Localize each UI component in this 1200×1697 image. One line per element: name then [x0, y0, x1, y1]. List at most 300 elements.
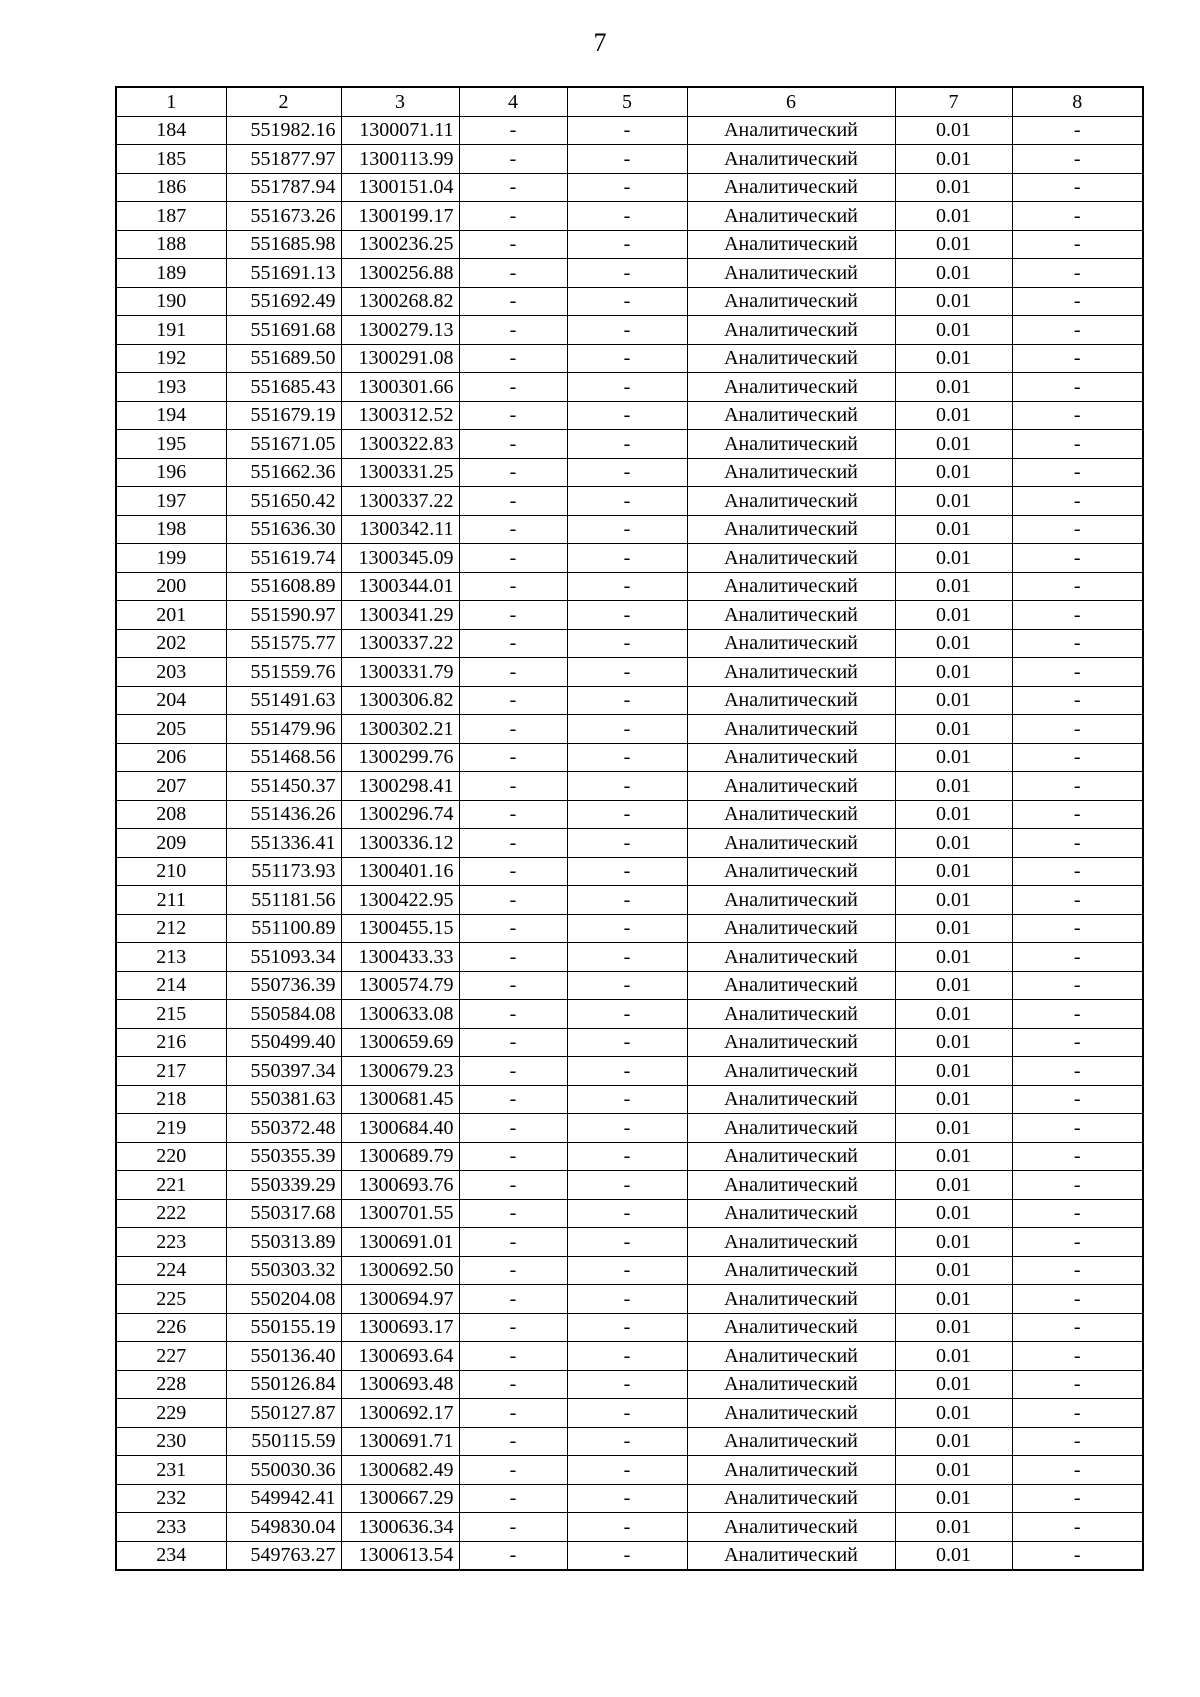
table-row	[116, 430, 1143, 459]
x-coordinate-cell: 550313.89	[226, 1228, 341, 1257]
point-number-cell: 213	[116, 943, 226, 972]
accuracy-cell: 0.01	[895, 458, 1012, 487]
col5-cell: -	[567, 1427, 687, 1456]
header-row	[116, 87, 1143, 116]
accuracy-cell: 0.01	[895, 401, 1012, 430]
accuracy-cell: 0.01	[895, 857, 1012, 886]
y-coordinate-cell: 1300336.12	[341, 829, 459, 858]
col8-cell: -	[1012, 401, 1143, 430]
accuracy-cell: 0.01	[895, 173, 1012, 202]
point-number-cell: 186	[116, 173, 226, 202]
point-number-cell: 221	[116, 1171, 226, 1200]
method-cell: Аналитический	[687, 1171, 895, 1200]
point-number-cell: 190	[116, 287, 226, 316]
point-number-cell: 219	[116, 1114, 226, 1143]
table-row	[116, 1427, 1143, 1456]
point-number-cell: 187	[116, 202, 226, 231]
col5-cell: -	[567, 1313, 687, 1342]
col4-cell: -	[459, 344, 567, 373]
col4-cell: -	[459, 458, 567, 487]
col4-cell: -	[459, 487, 567, 516]
point-number-cell: 204	[116, 686, 226, 715]
point-number-cell: 226	[116, 1313, 226, 1342]
accuracy-cell: 0.01	[895, 1228, 1012, 1257]
col8-cell: -	[1012, 658, 1143, 687]
x-coordinate-cell: 550155.19	[226, 1313, 341, 1342]
col8-cell: -	[1012, 1228, 1143, 1257]
accuracy-cell: 0.01	[895, 316, 1012, 345]
col4-cell: -	[459, 1199, 567, 1228]
accuracy-cell: 0.01	[895, 1370, 1012, 1399]
y-coordinate-cell: 1300302.21	[341, 715, 459, 744]
table-row	[116, 1541, 1143, 1570]
col5-cell: -	[567, 601, 687, 630]
y-coordinate-cell: 1300256.88	[341, 259, 459, 288]
method-cell: Аналитический	[687, 914, 895, 943]
point-number-cell: 209	[116, 829, 226, 858]
col4-cell: -	[459, 1028, 567, 1057]
y-coordinate-cell: 1300113.99	[341, 145, 459, 174]
accuracy-cell: 0.01	[895, 487, 1012, 516]
col8-cell: -	[1012, 1057, 1143, 1086]
method-cell: Аналитический	[687, 259, 895, 288]
x-coordinate-cell: 550381.63	[226, 1085, 341, 1114]
point-number-cell: 185	[116, 145, 226, 174]
point-number-cell: 224	[116, 1256, 226, 1285]
col5-cell: -	[567, 287, 687, 316]
accuracy-cell: 0.01	[895, 430, 1012, 459]
col4-cell: -	[459, 1399, 567, 1428]
x-coordinate-cell: 550127.87	[226, 1399, 341, 1428]
table-row	[116, 173, 1143, 202]
x-coordinate-cell: 551590.97	[226, 601, 341, 630]
col8-cell: -	[1012, 1256, 1143, 1285]
method-cell: Аналитический	[687, 800, 895, 829]
accuracy-cell: 0.01	[895, 800, 1012, 829]
col8-cell: -	[1012, 572, 1143, 601]
x-coordinate-cell: 551093.34	[226, 943, 341, 972]
col5-cell: -	[567, 971, 687, 1000]
table-row	[116, 316, 1143, 345]
point-number-cell: 201	[116, 601, 226, 630]
method-cell: Аналитический	[687, 1370, 895, 1399]
x-coordinate-cell: 551691.68	[226, 316, 341, 345]
table-row	[116, 715, 1143, 744]
y-coordinate-cell: 1300301.66	[341, 373, 459, 402]
col4-cell: -	[459, 1427, 567, 1456]
point-number-cell: 206	[116, 743, 226, 772]
point-number-cell: 191	[116, 316, 226, 345]
point-number-cell: 223	[116, 1228, 226, 1257]
col5-cell: -	[567, 1000, 687, 1029]
col8-cell: -	[1012, 971, 1143, 1000]
y-coordinate-cell: 1300455.15	[341, 914, 459, 943]
col5-cell: -	[567, 1399, 687, 1428]
accuracy-cell: 0.01	[895, 1399, 1012, 1428]
col4-cell: -	[459, 1370, 567, 1399]
y-coordinate-cell: 1300279.13	[341, 316, 459, 345]
x-coordinate-cell: 551982.16	[226, 116, 341, 145]
y-coordinate-cell: 1300151.04	[341, 173, 459, 202]
method-cell: Аналитический	[687, 572, 895, 601]
table-row	[116, 572, 1143, 601]
method-cell: Аналитический	[687, 458, 895, 487]
column-header-3: 3	[341, 87, 459, 116]
col5-cell: -	[567, 1057, 687, 1086]
col8-cell: -	[1012, 430, 1143, 459]
x-coordinate-cell: 550204.08	[226, 1285, 341, 1314]
method-cell: Аналитический	[687, 1313, 895, 1342]
col4-cell: -	[459, 373, 567, 402]
y-coordinate-cell: 1300689.79	[341, 1142, 459, 1171]
col8-cell: -	[1012, 1028, 1143, 1057]
x-coordinate-cell: 551636.30	[226, 515, 341, 544]
point-number-cell: 199	[116, 544, 226, 573]
col5-cell: -	[567, 914, 687, 943]
table-row	[116, 1028, 1143, 1057]
method-cell: Аналитический	[687, 544, 895, 573]
col4-cell: -	[459, 1513, 567, 1542]
x-coordinate-cell: 550339.29	[226, 1171, 341, 1200]
y-coordinate-cell: 1300693.64	[341, 1342, 459, 1371]
x-coordinate-cell: 551689.50	[226, 344, 341, 373]
col4-cell: -	[459, 1484, 567, 1513]
method-cell: Аналитический	[687, 515, 895, 544]
table-row	[116, 202, 1143, 231]
col4-cell: -	[459, 1085, 567, 1114]
point-number-cell: 216	[116, 1028, 226, 1057]
col5-cell: -	[567, 373, 687, 402]
point-number-cell: 227	[116, 1342, 226, 1371]
x-coordinate-cell: 550355.39	[226, 1142, 341, 1171]
accuracy-cell: 0.01	[895, 1057, 1012, 1086]
point-number-cell: 194	[116, 401, 226, 430]
table-row	[116, 1285, 1143, 1314]
accuracy-cell: 0.01	[895, 629, 1012, 658]
method-cell: Аналитический	[687, 202, 895, 231]
x-coordinate-cell: 551662.36	[226, 458, 341, 487]
y-coordinate-cell: 1300636.34	[341, 1513, 459, 1542]
col4-cell: -	[459, 1456, 567, 1485]
col8-cell: -	[1012, 287, 1143, 316]
col4-cell: -	[459, 886, 567, 915]
table-row	[116, 1228, 1143, 1257]
col4-cell: -	[459, 1313, 567, 1342]
accuracy-cell: 0.01	[895, 1199, 1012, 1228]
col5-cell: -	[567, 1085, 687, 1114]
y-coordinate-cell: 1300298.41	[341, 772, 459, 801]
point-number-cell: 220	[116, 1142, 226, 1171]
y-coordinate-cell: 1300691.01	[341, 1228, 459, 1257]
x-coordinate-cell: 550136.40	[226, 1342, 341, 1371]
accuracy-cell: 0.01	[895, 1256, 1012, 1285]
method-cell: Аналитический	[687, 230, 895, 259]
x-coordinate-cell: 550397.34	[226, 1057, 341, 1086]
point-number-cell: 229	[116, 1399, 226, 1428]
table-row	[116, 401, 1143, 430]
col8-cell: -	[1012, 772, 1143, 801]
table-row	[116, 943, 1143, 972]
col5-cell: -	[567, 886, 687, 915]
table-row	[116, 145, 1143, 174]
method-cell: Аналитический	[687, 1028, 895, 1057]
table-row	[116, 1513, 1143, 1542]
col5-cell: -	[567, 173, 687, 202]
accuracy-cell: 0.01	[895, 658, 1012, 687]
y-coordinate-cell: 1300331.79	[341, 658, 459, 687]
y-coordinate-cell: 1300684.40	[341, 1114, 459, 1143]
col4-cell: -	[459, 686, 567, 715]
point-number-cell: 207	[116, 772, 226, 801]
method-cell: Аналитический	[687, 1285, 895, 1314]
method-cell: Аналитический	[687, 772, 895, 801]
col4-cell: -	[459, 173, 567, 202]
x-coordinate-cell: 551650.42	[226, 487, 341, 516]
point-number-cell: 208	[116, 800, 226, 829]
point-number-cell: 195	[116, 430, 226, 459]
y-coordinate-cell: 1300693.48	[341, 1370, 459, 1399]
point-number-cell: 222	[116, 1199, 226, 1228]
point-number-cell: 189	[116, 259, 226, 288]
x-coordinate-cell: 550736.39	[226, 971, 341, 1000]
accuracy-cell: 0.01	[895, 772, 1012, 801]
accuracy-cell: 0.01	[895, 886, 1012, 915]
y-coordinate-cell: 1300337.22	[341, 629, 459, 658]
table-row	[116, 1313, 1143, 1342]
col8-cell: -	[1012, 116, 1143, 145]
method-cell: Аналитический	[687, 629, 895, 658]
method-cell: Аналитический	[687, 658, 895, 687]
point-number-cell: 210	[116, 857, 226, 886]
point-number-cell: 232	[116, 1484, 226, 1513]
table-row	[116, 1199, 1143, 1228]
x-coordinate-cell: 550303.32	[226, 1256, 341, 1285]
accuracy-cell: 0.01	[895, 1513, 1012, 1542]
col4-cell: -	[459, 1171, 567, 1200]
table-row	[116, 1114, 1143, 1143]
col8-cell: -	[1012, 1484, 1143, 1513]
col4-cell: -	[459, 1285, 567, 1314]
col8-cell: -	[1012, 1085, 1143, 1114]
col4-cell: -	[459, 1228, 567, 1257]
accuracy-cell: 0.01	[895, 572, 1012, 601]
table-row	[116, 971, 1143, 1000]
col8-cell: -	[1012, 715, 1143, 744]
y-coordinate-cell: 1300312.52	[341, 401, 459, 430]
col5-cell: -	[567, 1456, 687, 1485]
column-header-1: 1	[116, 87, 226, 116]
accuracy-cell: 0.01	[895, 1085, 1012, 1114]
col5-cell: -	[567, 116, 687, 145]
point-number-cell: 212	[116, 914, 226, 943]
x-coordinate-cell: 550317.68	[226, 1199, 341, 1228]
col5-cell: -	[567, 715, 687, 744]
column-header-7: 7	[895, 87, 1012, 116]
table-row	[116, 1057, 1143, 1086]
col8-cell: -	[1012, 743, 1143, 772]
table-row	[116, 1142, 1143, 1171]
col8-cell: -	[1012, 1456, 1143, 1485]
x-coordinate-cell: 549942.41	[226, 1484, 341, 1513]
col4-cell: -	[459, 145, 567, 174]
col8-cell: -	[1012, 1541, 1143, 1570]
accuracy-cell: 0.01	[895, 1541, 1012, 1570]
method-cell: Аналитический	[687, 116, 895, 145]
col5-cell: -	[567, 772, 687, 801]
col8-cell: -	[1012, 686, 1143, 715]
method-cell: Аналитический	[687, 173, 895, 202]
col4-cell: -	[459, 1114, 567, 1143]
x-coordinate-cell: 551877.97	[226, 145, 341, 174]
table-row	[116, 1171, 1143, 1200]
method-cell: Аналитический	[687, 1114, 895, 1143]
method-cell: Аналитический	[687, 344, 895, 373]
col8-cell: -	[1012, 1427, 1143, 1456]
col8-cell: -	[1012, 601, 1143, 630]
x-coordinate-cell: 551619.74	[226, 544, 341, 573]
col4-cell: -	[459, 829, 567, 858]
y-coordinate-cell: 1300574.79	[341, 971, 459, 1000]
method-cell: Аналитический	[687, 1342, 895, 1371]
method-cell: Аналитический	[687, 1000, 895, 1029]
method-cell: Аналитический	[687, 1085, 895, 1114]
col4-cell: -	[459, 800, 567, 829]
point-number-cell: 231	[116, 1456, 226, 1485]
col8-cell: -	[1012, 458, 1143, 487]
y-coordinate-cell: 1300236.25	[341, 230, 459, 259]
point-number-cell: 233	[116, 1513, 226, 1542]
y-coordinate-cell: 1300693.76	[341, 1171, 459, 1200]
accuracy-cell: 0.01	[895, 686, 1012, 715]
col5-cell: -	[567, 515, 687, 544]
x-coordinate-cell: 551559.76	[226, 658, 341, 687]
method-cell: Аналитический	[687, 1513, 895, 1542]
col4-cell: -	[459, 544, 567, 573]
table-row	[116, 1342, 1143, 1371]
y-coordinate-cell: 1300682.49	[341, 1456, 459, 1485]
col8-cell: -	[1012, 515, 1143, 544]
col5-cell: -	[567, 743, 687, 772]
y-coordinate-cell: 1300345.09	[341, 544, 459, 573]
col8-cell: -	[1012, 202, 1143, 231]
method-cell: Аналитический	[687, 1256, 895, 1285]
x-coordinate-cell: 550584.08	[226, 1000, 341, 1029]
col4-cell: -	[459, 287, 567, 316]
col8-cell: -	[1012, 1000, 1143, 1029]
x-coordinate-cell: 550126.84	[226, 1370, 341, 1399]
y-coordinate-cell: 1300342.11	[341, 515, 459, 544]
method-cell: Аналитический	[687, 430, 895, 459]
col4-cell: -	[459, 914, 567, 943]
accuracy-cell: 0.01	[895, 1342, 1012, 1371]
accuracy-cell: 0.01	[895, 373, 1012, 402]
table-row	[116, 772, 1143, 801]
col5-cell: -	[567, 544, 687, 573]
col4-cell: -	[459, 1000, 567, 1029]
col5-cell: -	[567, 1228, 687, 1257]
point-number-cell: 230	[116, 1427, 226, 1456]
accuracy-cell: 0.01	[895, 230, 1012, 259]
table-row	[116, 344, 1143, 373]
column-header-8: 8	[1012, 87, 1143, 116]
col5-cell: -	[567, 430, 687, 459]
method-cell: Аналитический	[687, 943, 895, 972]
point-number-cell: 196	[116, 458, 226, 487]
y-coordinate-cell: 1300692.50	[341, 1256, 459, 1285]
method-cell: Аналитический	[687, 743, 895, 772]
accuracy-cell: 0.01	[895, 1456, 1012, 1485]
point-number-cell: 192	[116, 344, 226, 373]
accuracy-cell: 0.01	[895, 287, 1012, 316]
x-coordinate-cell: 551468.56	[226, 743, 341, 772]
accuracy-cell: 0.01	[895, 601, 1012, 630]
y-coordinate-cell: 1300322.83	[341, 430, 459, 459]
method-cell: Аналитический	[687, 145, 895, 174]
col8-cell: -	[1012, 145, 1143, 174]
table-row	[116, 658, 1143, 687]
point-number-cell: 225	[116, 1285, 226, 1314]
x-coordinate-cell: 551100.89	[226, 914, 341, 943]
x-coordinate-cell: 551479.96	[226, 715, 341, 744]
col8-cell: -	[1012, 259, 1143, 288]
x-coordinate-cell: 551673.26	[226, 202, 341, 231]
col5-cell: -	[567, 344, 687, 373]
col5-cell: -	[567, 1285, 687, 1314]
col8-cell: -	[1012, 1513, 1143, 1542]
x-coordinate-cell: 551491.63	[226, 686, 341, 715]
accuracy-cell: 0.01	[895, 1028, 1012, 1057]
column-header-4: 4	[459, 87, 567, 116]
col8-cell: -	[1012, 857, 1143, 886]
point-number-cell: 217	[116, 1057, 226, 1086]
table-row	[116, 515, 1143, 544]
col5-cell: -	[567, 1484, 687, 1513]
col4-cell: -	[459, 1342, 567, 1371]
x-coordinate-cell: 551181.56	[226, 886, 341, 915]
col5-cell: -	[567, 943, 687, 972]
accuracy-cell: 0.01	[895, 914, 1012, 943]
x-coordinate-cell: 551336.41	[226, 829, 341, 858]
method-cell: Аналитический	[687, 487, 895, 516]
accuracy-cell: 0.01	[895, 259, 1012, 288]
method-cell: Аналитический	[687, 1228, 895, 1257]
y-coordinate-cell: 1300692.17	[341, 1399, 459, 1428]
method-cell: Аналитический	[687, 971, 895, 1000]
col4-cell: -	[459, 943, 567, 972]
method-cell: Аналитический	[687, 1142, 895, 1171]
col4-cell: -	[459, 515, 567, 544]
x-coordinate-cell: 551173.93	[226, 857, 341, 886]
table-row	[116, 1456, 1143, 1485]
col8-cell: -	[1012, 1285, 1143, 1314]
y-coordinate-cell: 1300693.17	[341, 1313, 459, 1342]
column-header-5: 5	[567, 87, 687, 116]
method-cell: Аналитический	[687, 1057, 895, 1086]
y-coordinate-cell: 1300199.17	[341, 202, 459, 231]
col5-cell: -	[567, 1342, 687, 1371]
col4-cell: -	[459, 316, 567, 345]
point-number-cell: 184	[116, 116, 226, 145]
table-row	[116, 458, 1143, 487]
col4-cell: -	[459, 116, 567, 145]
x-coordinate-cell: 550030.36	[226, 1456, 341, 1485]
col5-cell: -	[567, 1142, 687, 1171]
col4-cell: -	[459, 259, 567, 288]
x-coordinate-cell: 551608.89	[226, 572, 341, 601]
col5-cell: -	[567, 1171, 687, 1200]
col8-cell: -	[1012, 487, 1143, 516]
accuracy-cell: 0.01	[895, 1285, 1012, 1314]
